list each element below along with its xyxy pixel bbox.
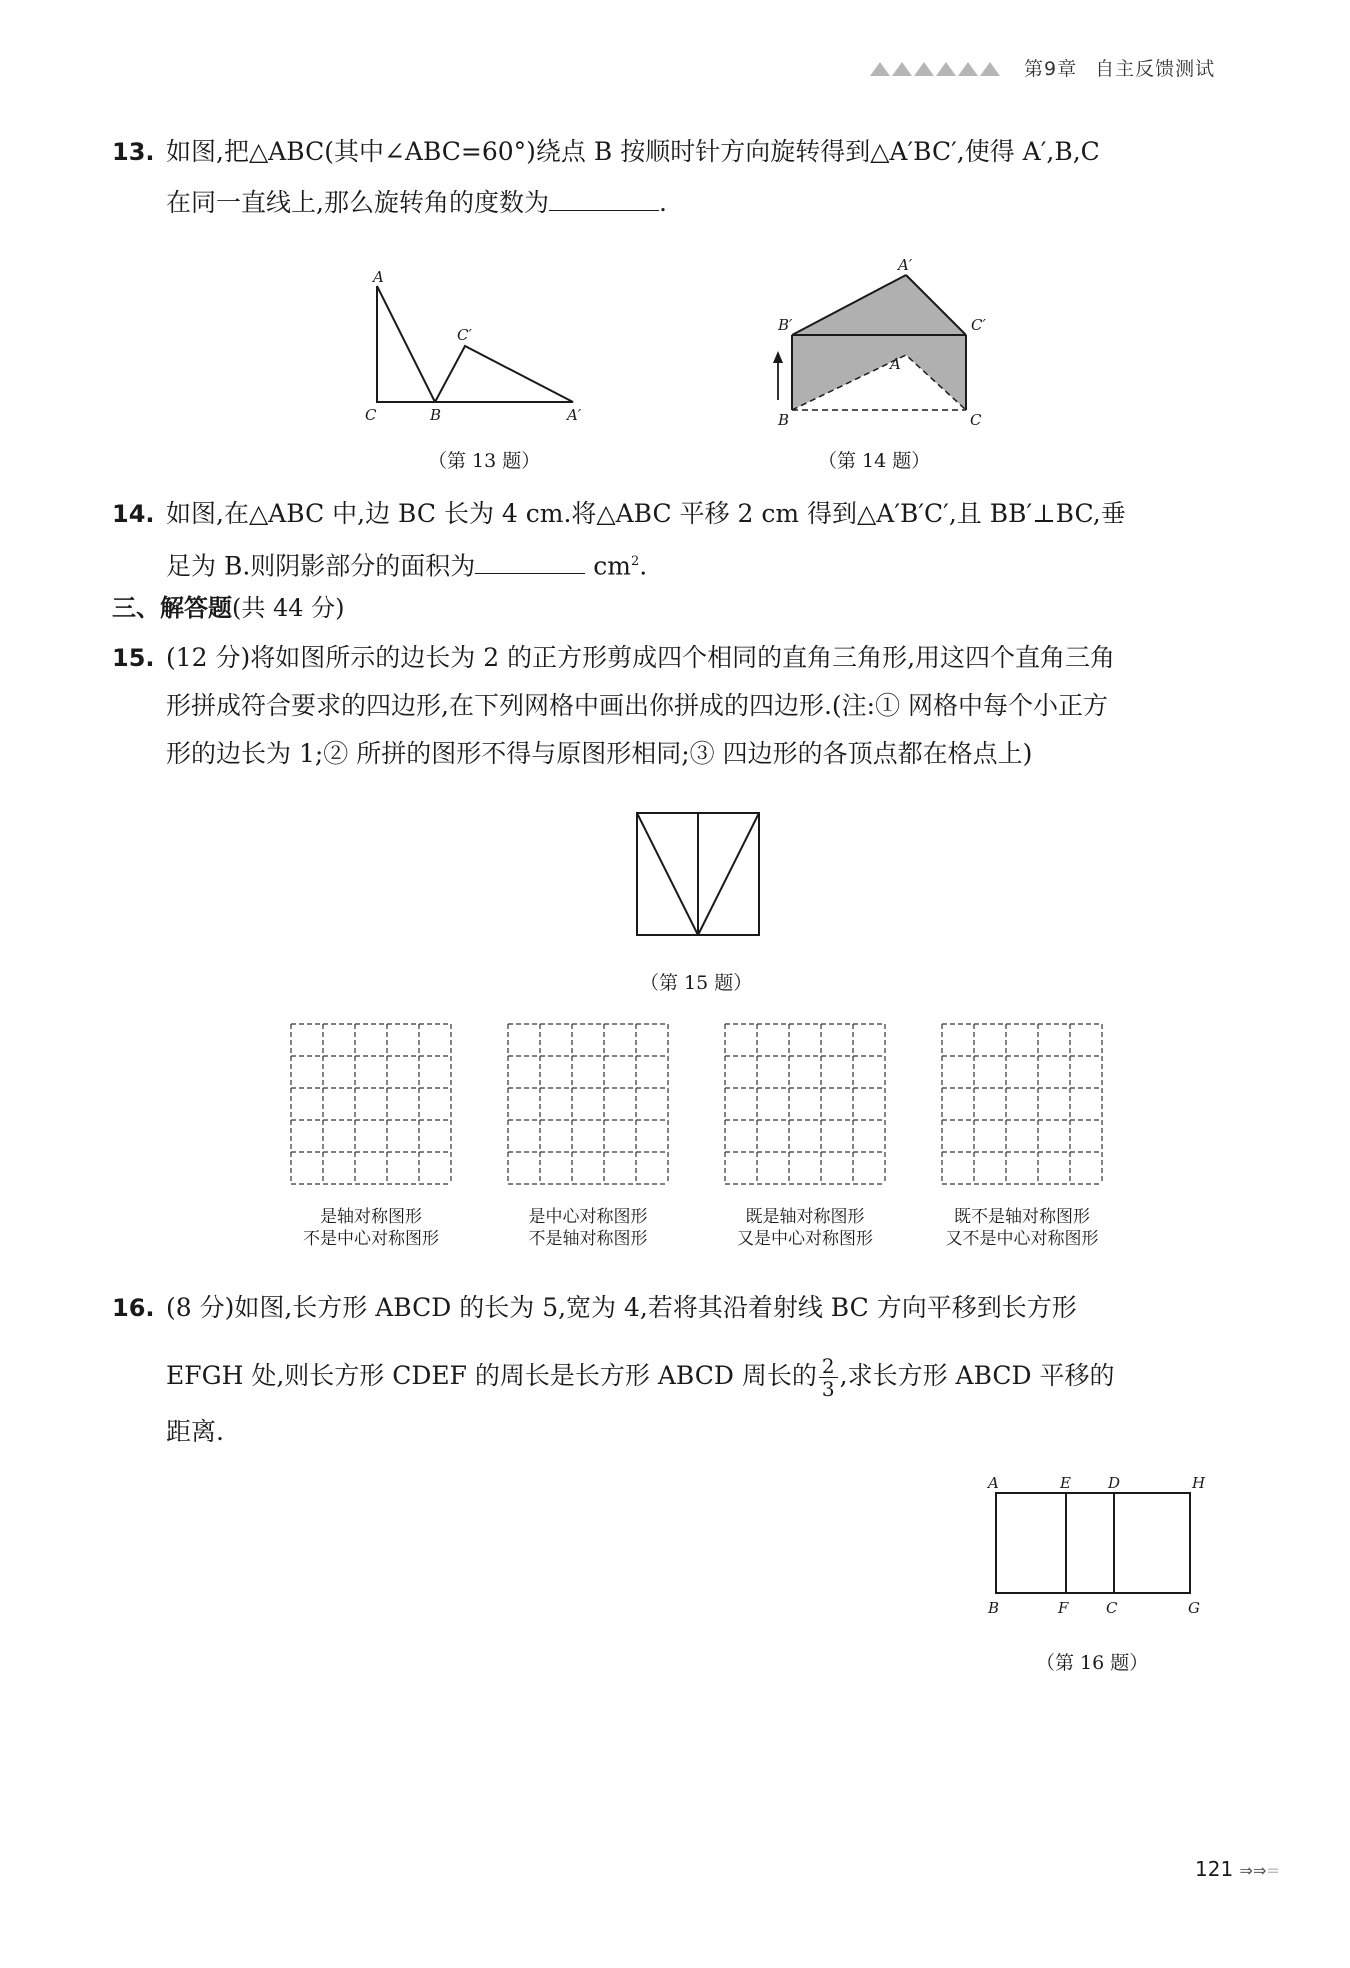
q16-frac-den: 3 [821, 1377, 835, 1401]
q14-unit: cm [593, 551, 631, 581]
answer-grid-3[interactable] [724, 1023, 886, 1185]
fig14-caption: （第 14 题） [818, 450, 931, 472]
grid4-line1: 既不是轴对称图形 [954, 1207, 1090, 1227]
grid1-line1: 是轴对称图形 [320, 1207, 422, 1227]
q15-line2: 形拼成符合要求的四边形,在下列网格中画出你拼成的四边形.(注:① 网格中每个小正方 [166, 691, 1109, 720]
page-number [1195, 1857, 1280, 1881]
fig14-label-a: A [890, 355, 901, 373]
q16-line3: 距离. [166, 1417, 224, 1446]
fig14-label-c-prime: C′ [971, 316, 986, 334]
q16-line2-end: ,求长方形 ABCD 平移的 [839, 1361, 1115, 1390]
q14-line2-end: . [639, 551, 648, 581]
q15-number: 15. [112, 644, 155, 672]
header-decoration [870, 60, 1010, 76]
fig13-caption: （第 13 题） [428, 450, 541, 472]
fig16-label-f: F [1058, 1599, 1069, 1617]
arrow-icon: ⇒⇒ [1239, 1861, 1267, 1880]
q14-answer-blank[interactable] [475, 547, 585, 574]
fig16-label-b: B [988, 1599, 1000, 1617]
grid-caption-4 [922, 1206, 1122, 1250]
fig15-caption: （第 15 题） [640, 972, 753, 994]
q14-number: 14. [112, 500, 155, 528]
q13-line1: 如图,把△ABC(其中∠ABC=60°)绕点 B 按顺时针方向旋转得到△A′BC′,使得 A′,B,C [166, 137, 1100, 166]
fig13-label-c: C [365, 406, 377, 422]
grid4-line2: 又不是中心对称图形 [945, 1229, 1099, 1249]
q13-number: 13. [112, 138, 155, 166]
fig16-label-e: E [1060, 1474, 1071, 1492]
fig16-caption: （第 16 题） [1036, 1652, 1149, 1674]
grid-caption-3 [705, 1206, 905, 1250]
fig14-shaded-region [792, 275, 966, 410]
grid2-line1: 是中心对称图形 [528, 1207, 648, 1227]
section-heading [112, 590, 345, 626]
fig13-label-b: B [430, 406, 442, 422]
section-label: 自主反馈测试 [1095, 58, 1216, 80]
q16-fraction [819, 1355, 838, 1400]
q13-line2-end: . [658, 188, 667, 217]
fig16-label-d: D [1108, 1474, 1121, 1492]
grid-caption-2 [488, 1206, 688, 1250]
q15-line1: (12 分)将如图所示的边长为 2 的正方形剪成四个相同的直角三角形,用这四个直角三角 [166, 643, 1116, 672]
fig13-triangle-rotated [435, 346, 573, 402]
page-number-value: 121 [1195, 1857, 1234, 1881]
q13-answer-blank[interactable] [549, 184, 659, 211]
running-header [1024, 54, 1233, 81]
answer-grid-4[interactable] [941, 1023, 1103, 1185]
fig16-label-h: H [1192, 1474, 1206, 1492]
section-title: 三、解答题 [112, 594, 232, 622]
grid2-line2: 不是轴对称图形 [528, 1229, 648, 1249]
fig14-label-c: C [970, 411, 982, 429]
q14-line1: 如图,在△ABC 中,边 BC 长为 4 cm.将△ABC 平移 2 cm 得到△A′B′C′,且 BB′⊥BC,垂 [166, 499, 1126, 528]
figure-16 [980, 1468, 1220, 1628]
grid3-line1: 既是轴对称图形 [745, 1207, 865, 1227]
q16-number: 16. [112, 1294, 155, 1322]
q15-line3: 形的边长为 1;② 所拼的图形不得与原图形相同;③ 四边形的各顶点都在格点上) [166, 739, 1033, 768]
q14-line2 [166, 544, 647, 584]
fig16-label-a: A [988, 1474, 999, 1492]
q16-line2-text: EFGH 处,则长方形 CDEF 的周长是长方形 ABCD 周长的 [166, 1361, 817, 1390]
fig16-label-g: G [1188, 1599, 1200, 1617]
figure-13 [355, 262, 595, 422]
q16-line1: (8 分)如图,长方形 ABCD 的长为 5,宽为 4,若将其沿着射线 BC 方向平移到长方形 [166, 1293, 1077, 1322]
q14-line2-text: 足为 B.则阴影部分的面积为 [166, 551, 476, 581]
figure-14 [768, 255, 988, 430]
fig14-label-a-prime: A′ [898, 256, 913, 274]
fig16-label-c: C [1106, 1599, 1118, 1617]
q16-frac-num: 2 [819, 1355, 838, 1378]
figure-15-square [632, 808, 764, 940]
q13-line2-text: 在同一直线上,那么旋转角的度数为 [166, 188, 549, 217]
answer-grid-1[interactable] [290, 1023, 452, 1185]
chapter-label: 第9章 [1024, 58, 1078, 80]
answer-grid-2[interactable] [507, 1023, 669, 1185]
fig14-label-b-prime: B′ [778, 316, 793, 334]
q13-line2 [166, 184, 667, 221]
q14-unit-sup: 2 [630, 554, 640, 569]
fig14-label-b: B [778, 411, 790, 429]
grid1-line2: 不是中心对称图形 [303, 1229, 439, 1249]
q16-line2 [166, 1350, 1115, 1402]
grid3-line2: 又是中心对称图形 [737, 1229, 873, 1249]
section-subtitle: (共 44 分) [232, 594, 345, 622]
fig13-label-a: A [373, 268, 384, 286]
grid-caption-1 [271, 1206, 471, 1250]
fig13-label-a-prime: A′ [567, 406, 582, 422]
fig13-label-c-prime: C′ [457, 326, 472, 344]
arrow-trail-icon: = [1266, 1861, 1280, 1880]
